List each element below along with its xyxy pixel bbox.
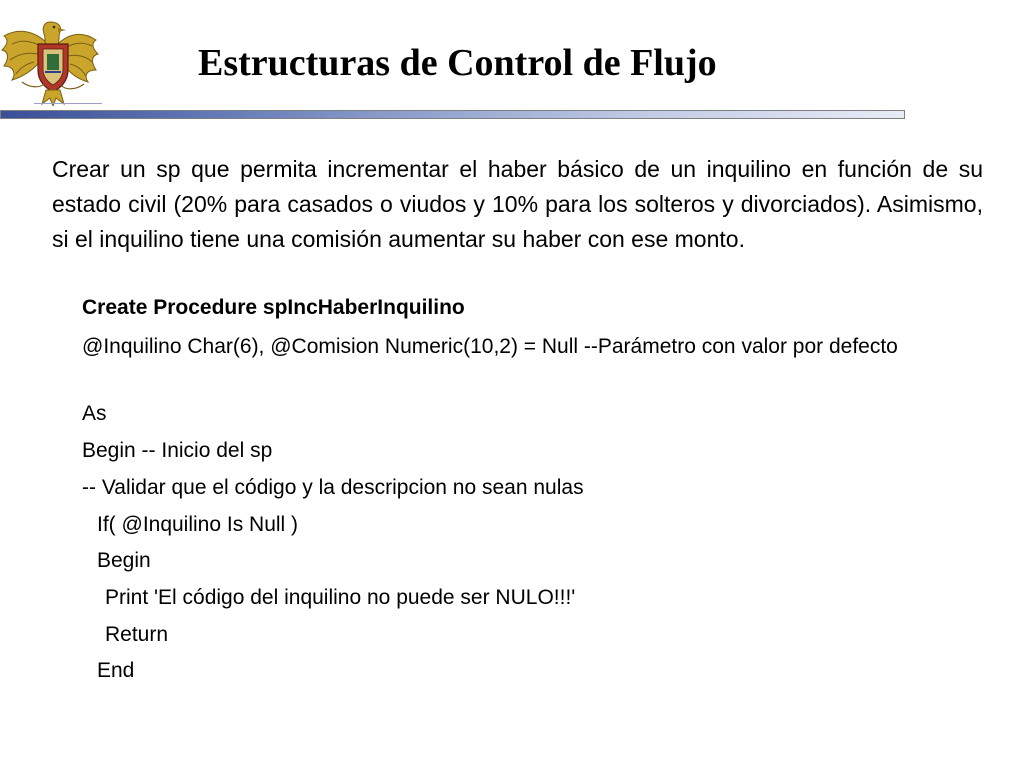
code-line-return: Return <box>105 623 169 646</box>
eagle-crest-icon <box>0 14 100 106</box>
code-line-begin-sp: Begin -- Inicio del sp <box>82 439 273 462</box>
code-line-as: As <box>82 402 107 425</box>
logo-underline <box>34 103 102 104</box>
intro-paragraph: Crear un sp que permita incrementar el haber básico de un inquilino en función de su estado civil (20% para casados o viudos y 10% para los solteros y divorciados). Asimismo, si el inquilino tiene una comisión aumentar su haber con ese monto. <box>52 156 983 252</box>
title-gradient-bar <box>0 110 905 119</box>
code-line-print: Print 'El código del inquilino no puede ser NULO!!!' <box>105 586 576 609</box>
code-line-if: If( @Inquilino Is Null ) <box>97 513 299 536</box>
code-line-create-procedure: Create Procedure spIncHaberInquilino <box>82 296 465 319</box>
slide-title: Estructuras de Control de Flujo <box>198 42 717 84</box>
code-line-begin: Begin <box>97 549 151 572</box>
code-line-end: End <box>97 659 135 682</box>
code-line-comment-validate: -- Validar que el código y la descripcion no sean nulas <box>82 476 584 499</box>
code-line-parameters: @Inquilino Char(6), @Comision Numeric(10,2) = Null --Parámetro con valor por defecto <box>82 335 898 358</box>
